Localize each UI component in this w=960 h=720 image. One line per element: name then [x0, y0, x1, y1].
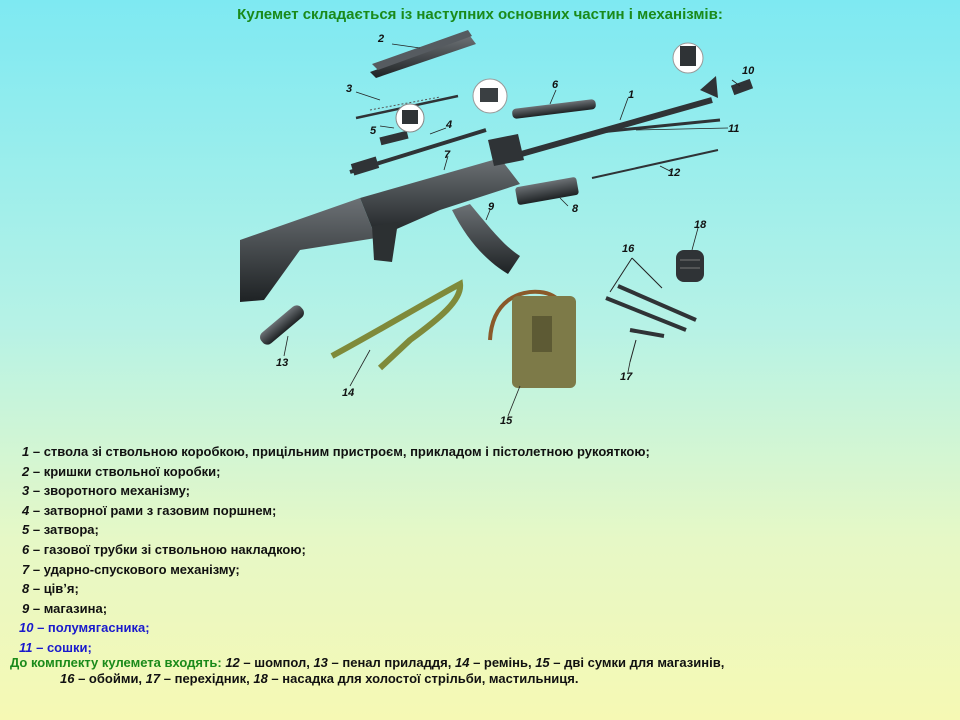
part-number: 5 — [22, 522, 30, 538]
kit-item-number: 13 — [313, 655, 328, 670]
figure-label-10: 10 — [742, 65, 755, 77]
magazine-pouch-part — [490, 292, 576, 388]
part-number: 8 — [22, 581, 30, 597]
kit-item-text: – дві сумки для магазинів, — [549, 655, 725, 670]
part-description: – магазина; — [29, 600, 108, 616]
sling-part — [332, 284, 460, 368]
cleaning-rod-part — [592, 150, 718, 178]
kit-line-1 — [10, 655, 950, 671]
part-number: 10 — [19, 620, 34, 636]
part-number: 2 — [22, 463, 30, 479]
figure-label-12: 12 — [668, 167, 681, 179]
figure-label-18: 18 — [694, 219, 707, 231]
kit-item-text: – шомпол, — [239, 655, 314, 670]
receiver-cover-part — [370, 30, 476, 78]
figure-label-17: 17 — [620, 371, 633, 383]
list-item — [10, 501, 950, 521]
kit-contents-note — [10, 655, 950, 687]
magazine-part — [452, 204, 520, 274]
kit-item-number: 12 — [225, 655, 240, 670]
part-description: – ударно-спускового механізму; — [29, 561, 240, 577]
part-description: – сошки; — [32, 639, 92, 655]
part-number: 4 — [22, 502, 30, 518]
kit-item-text: – ремінь, — [469, 655, 536, 670]
part-number: 6 — [22, 541, 30, 557]
figure-label-8: 8 — [572, 203, 579, 215]
part-number: 3 — [22, 483, 30, 499]
part-number: 7 — [22, 561, 30, 577]
figure-label-15: 15 — [500, 415, 513, 427]
part-description: – газової трубки зі ствольною накладкою; — [29, 541, 306, 557]
kit-line-2 — [10, 671, 950, 687]
list-item — [10, 462, 950, 482]
figure-label-11: 11 — [728, 123, 740, 135]
figure-label-4: 4 — [446, 119, 453, 131]
part-description: – полумягасника; — [33, 620, 150, 636]
figure-label-16: 16 — [622, 243, 635, 255]
adapter-part — [630, 330, 664, 362]
figure-label-5: 5 — [370, 125, 377, 137]
page-title: Кулемет складається із наступних основних частин і механізмів: — [237, 6, 723, 23]
figure-label-14: 14 — [342, 387, 355, 399]
list-item — [10, 481, 950, 501]
accessory-case-part — [258, 303, 307, 347]
figure-label-7: 7 — [444, 149, 451, 161]
blank-firing-attachment-part — [676, 250, 704, 282]
kit-item-number: 15 — [535, 655, 550, 670]
list-item — [10, 442, 950, 462]
kit-item-number: 18 — [253, 671, 268, 686]
figure-label-6: 6 — [552, 79, 559, 91]
kit-intro: До комплекту кулемета входять: — [10, 655, 222, 670]
list-item — [10, 599, 950, 619]
gas-tube-part — [512, 99, 597, 119]
kit-item-text: – обойми, — [74, 671, 146, 686]
kit-item-number: 14 — [454, 655, 470, 670]
figure-label-1: 1 — [628, 89, 635, 101]
list-item — [10, 540, 950, 560]
list-item — [10, 618, 950, 638]
part-description: – затвора; — [29, 522, 99, 538]
kit-item-text: – насадка для холостої стрільби, мастильниця. — [267, 671, 579, 686]
part-number: 9 — [22, 600, 30, 616]
kit-item-number: 17 — [145, 671, 161, 686]
part-description: – затворної рами з газовим поршнем; — [29, 502, 277, 518]
list-item — [10, 520, 950, 540]
part-number: 11 — [19, 639, 33, 655]
list-item — [10, 579, 950, 599]
part-description: – кришки ствольної коробки; — [29, 463, 221, 479]
part-description: – ствола зі ствольною коробкою, прицільним пристроєм, прикладом і пістолетною рукояткою; — [29, 444, 650, 459]
part-number: 1 — [22, 444, 30, 459]
part-description: – цівʼя; — [29, 581, 79, 597]
kit-item-text: – перехідник, — [160, 671, 254, 686]
figure-label-3: 3 — [346, 83, 353, 95]
figure-label-9: 9 — [488, 201, 495, 213]
part-description: – зворотного механізму; — [29, 483, 190, 499]
kit-item-text: – пенал приладдя, — [327, 655, 455, 670]
parts-list — [10, 442, 950, 658]
handguard-part — [515, 177, 579, 205]
kit-item-number: 16 — [60, 671, 75, 686]
figure-label-2: 2 — [378, 33, 385, 45]
bolt-part — [379, 104, 424, 145]
list-item — [10, 560, 950, 580]
figure-label-13: 13 — [276, 357, 289, 369]
